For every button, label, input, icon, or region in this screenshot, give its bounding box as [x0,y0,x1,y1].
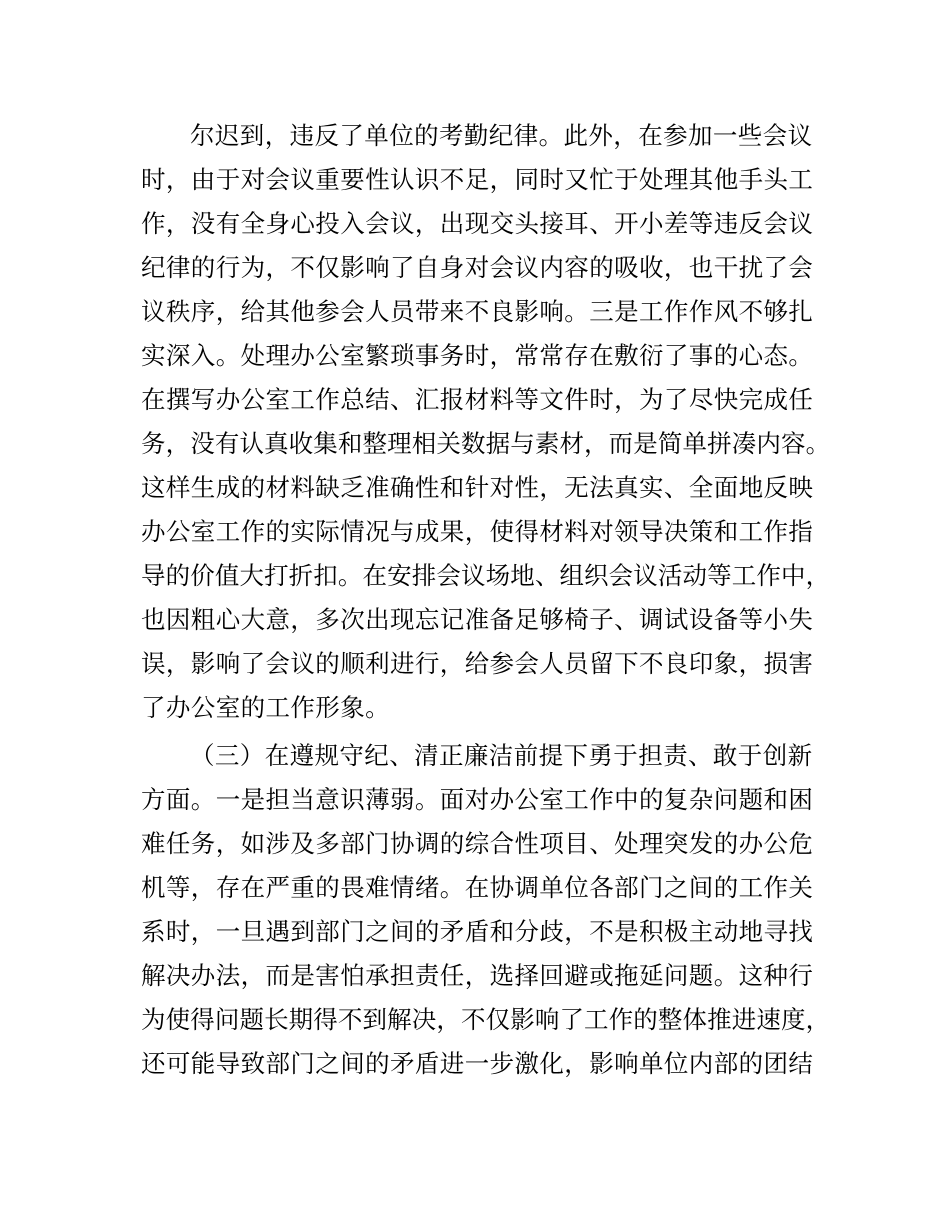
paragraph-1-line-14: 了办公室的工作形象。 [141,693,390,722]
paragraph-2-line-5: 系时，一旦遇到部门之间的矛盾和分歧，不是积极主动地寻找 [141,917,814,946]
paragraph-1-line-11: 导的价值大打折扣。在安排会议场地、组织会议活动等工作中， [141,561,831,590]
paragraph-1-line-12: 也因粗心大意，多次出现忘记准备足够椅子、调试设备等小失 [141,605,814,634]
paragraph-1-line-8: 务，没有认真收集和整理相关数据与素材，而是简单拼凑内容。 [141,429,831,458]
paragraph-2-line-6: 解决办法，而是害怕承担责任，选择回避或拖延问题。这种行 [141,961,814,990]
paragraph-1-line-7: 在撰写办公室工作总结、汇报材料等文件时，为了尽快完成任 [141,385,814,414]
paragraph-1-line-13: 误，影响了会议的顺利进行，给参会人员留下不良印象，损害 [141,649,814,678]
paragraph-2-line-4: 机等，存在严重的畏难情绪。在协调单位各部门之间的工作关 [141,873,814,902]
paragraph-1-line-9: 这样生成的材料缺乏准确性和针对性，无法真实、全面地反映 [141,473,814,502]
paragraph-1-line-1: 尔迟到，违反了单位的考勤纪律。此外，在参加一些会议 [190,121,813,150]
paragraph-1-line-10: 办公室工作的实际情况与成果，使得材料对领导决策和工作指 [141,517,814,546]
paragraph-1-line-6: 实深入。处理办公室繁琐事务时，常常存在敷衍了事的心态。 [141,341,814,370]
paragraph-2-line-8: 还可能导致部门之间的矛盾进一步激化，影响单位内部的团结 [141,1049,814,1078]
paragraph-2-line-7: 为使得问题长期得不到解决，不仅影响了工作的整体推进速度， [141,1005,831,1034]
paragraph-1-line-4: 纪律的行为，不仅影响了自身对会议内容的吸收，也干扰了会 [141,253,814,282]
paragraph-2-line-3: 难任务，如涉及多部门协调的综合性项目、处理突发的办公危 [141,829,814,858]
paragraph-1-line-5: 议秩序，给其他参会人员带来不良影响。三是工作作风不够扎 [141,297,814,326]
paragraph-2-line-1: （三）在遵规守纪、清正廉洁前提下勇于担责、敢于创新 [190,741,813,770]
paragraph-1-line-2: 时，由于对会议重要性认识不足，同时又忙于处理其他手头工 [141,165,814,194]
paragraph-2-line-2: 方面。一是担当意识薄弱。面对办公室工作中的复杂问题和困 [141,785,814,814]
paragraph-1-line-3: 作，没有全身心投入会议，出现交头接耳、开小差等违反会议 [141,209,814,238]
